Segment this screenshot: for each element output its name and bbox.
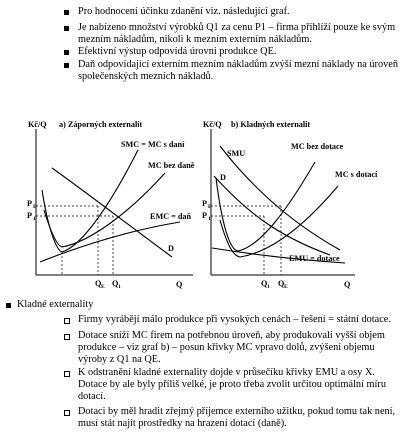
chart-b-q1-sub: 1 [267,284,270,290]
sub-bullet-text-continuation: musí stát najít prostředky na hrazení dotací (daně). [78,418,287,429]
chart-b-mc-no-subsidy-curve [216,162,315,251]
chart-b-x-label: Q [344,280,351,289]
chart-a-q1-label: Q [112,279,119,288]
chart-b-smu-label: SMU [227,149,246,158]
sub-bullet-marker [64,318,70,324]
chart-a-p1-label: P [27,211,33,220]
chart-a-demand-label: D [168,244,174,253]
chart-b-emu-label: EMU = dotace [289,254,340,263]
chart-a-pe-sub: E [33,204,37,210]
chart-a-emc-curve [40,222,180,262]
section-title: Kladné externality [17,299,94,310]
chart-a-qe-label: Q [95,279,102,288]
sub-bullet-marker [64,334,70,340]
bullet-text: Je nabízeno množství výrobků Q1 za cenu P1 – firma přihlíží pouze ke svým [78,22,396,33]
chart-a-x-label: Q [176,280,183,289]
section-bullet-marker [6,303,11,308]
chart-a-qe-sub: E [101,284,105,290]
sub-bullet-text-continuation: výroby z Q1 na QE. [78,354,161,365]
chart-a-smc-label: SMC = MC s daní [121,140,185,149]
bullet-text-continuation: mezním nákladům, nikoli k mezním externím nákladům. [78,34,312,45]
sub-bullet-marker [64,371,70,377]
sub-bullet-text-continuation: Dotace by ale byly příliš velké, je proto třeba zvolit určitou optimální míru [78,379,386,390]
chart-b-q1-label: Q [261,279,268,288]
bullet-text: Daň odpovídající externím mezním nákladům zvýší mezní náklady na úroveň [78,59,398,70]
sub-bullet-text: Firmy vyrábějí málo produkce při vysokých cenách – řešení = státní dotace. [78,314,391,325]
chart-b-qe-sub: E [284,284,288,290]
bullet-text: Efektivní výstup odpovídá úrovni produkce QE. [78,46,277,57]
chart-a-emc-label: EMC = daň [150,212,192,221]
sub-bullet-marker [64,410,70,416]
chart-a-pe-label: P [27,199,33,208]
chart-a-mc-curve [44,173,165,247]
chart-a-y-label: Kč/Q [28,120,47,129]
chart-b-demand-label: D [220,173,226,182]
chart-b-p1-sub: 1 [208,216,211,222]
chart-b-p1-label: P [202,211,208,220]
sub-bullet-text-continuation: dotací. [78,391,106,402]
sub-bullet-text: K odstranění kladné externality dojde v průsečíku křivky EMU a osy X. [78,367,375,378]
chart-a-mc-label: MC bez daně [148,161,195,170]
chart-b-y-label: Kč/Q [203,120,222,129]
chart-b-mc-subsidy-curve [220,186,338,257]
chart-a-title: a) Záporných externalit [59,120,143,129]
sub-bullet-text-continuation: produkce – viz graf b) – posun křivky MC vpravo dolů, zvýšení objemu [78,342,375,353]
bullet-text: Pro hodnocení účinku zdanění viz. následující graf. [78,6,290,17]
chart-b-smu-curve [220,146,340,250]
chart-b-title: b) Kladných externalit [231,120,311,129]
chart-b-mc-no-subsidy-label: MC bez dotace [291,142,344,151]
chart-a-p1-sub: 1 [33,216,36,222]
sub-bullet-text: Dotace sníží MC firem na potřebnou úroveň, aby produkovali vyšší objem [78,330,385,341]
chart-b-qe-label: Q [278,279,285,288]
chart-b-demand-curve [214,176,330,255]
chart-b-mc-subsidy-label: MC s dotací [335,170,378,179]
chart-negative-externalities [27,120,195,290]
chart-a-q1-sub: 1 [118,284,121,290]
chart-positive-externalities [202,120,378,290]
chart-b-pe-label: P [202,199,208,208]
sub-bullet-text: Dotaci by měl hradit zřejmý příjemce externího užitku, pokud tomu tak není, [78,406,396,417]
chart-b-pe-sub: E [208,204,212,210]
bullet-text-continuation: společenských mezních nákladů. [78,71,214,82]
